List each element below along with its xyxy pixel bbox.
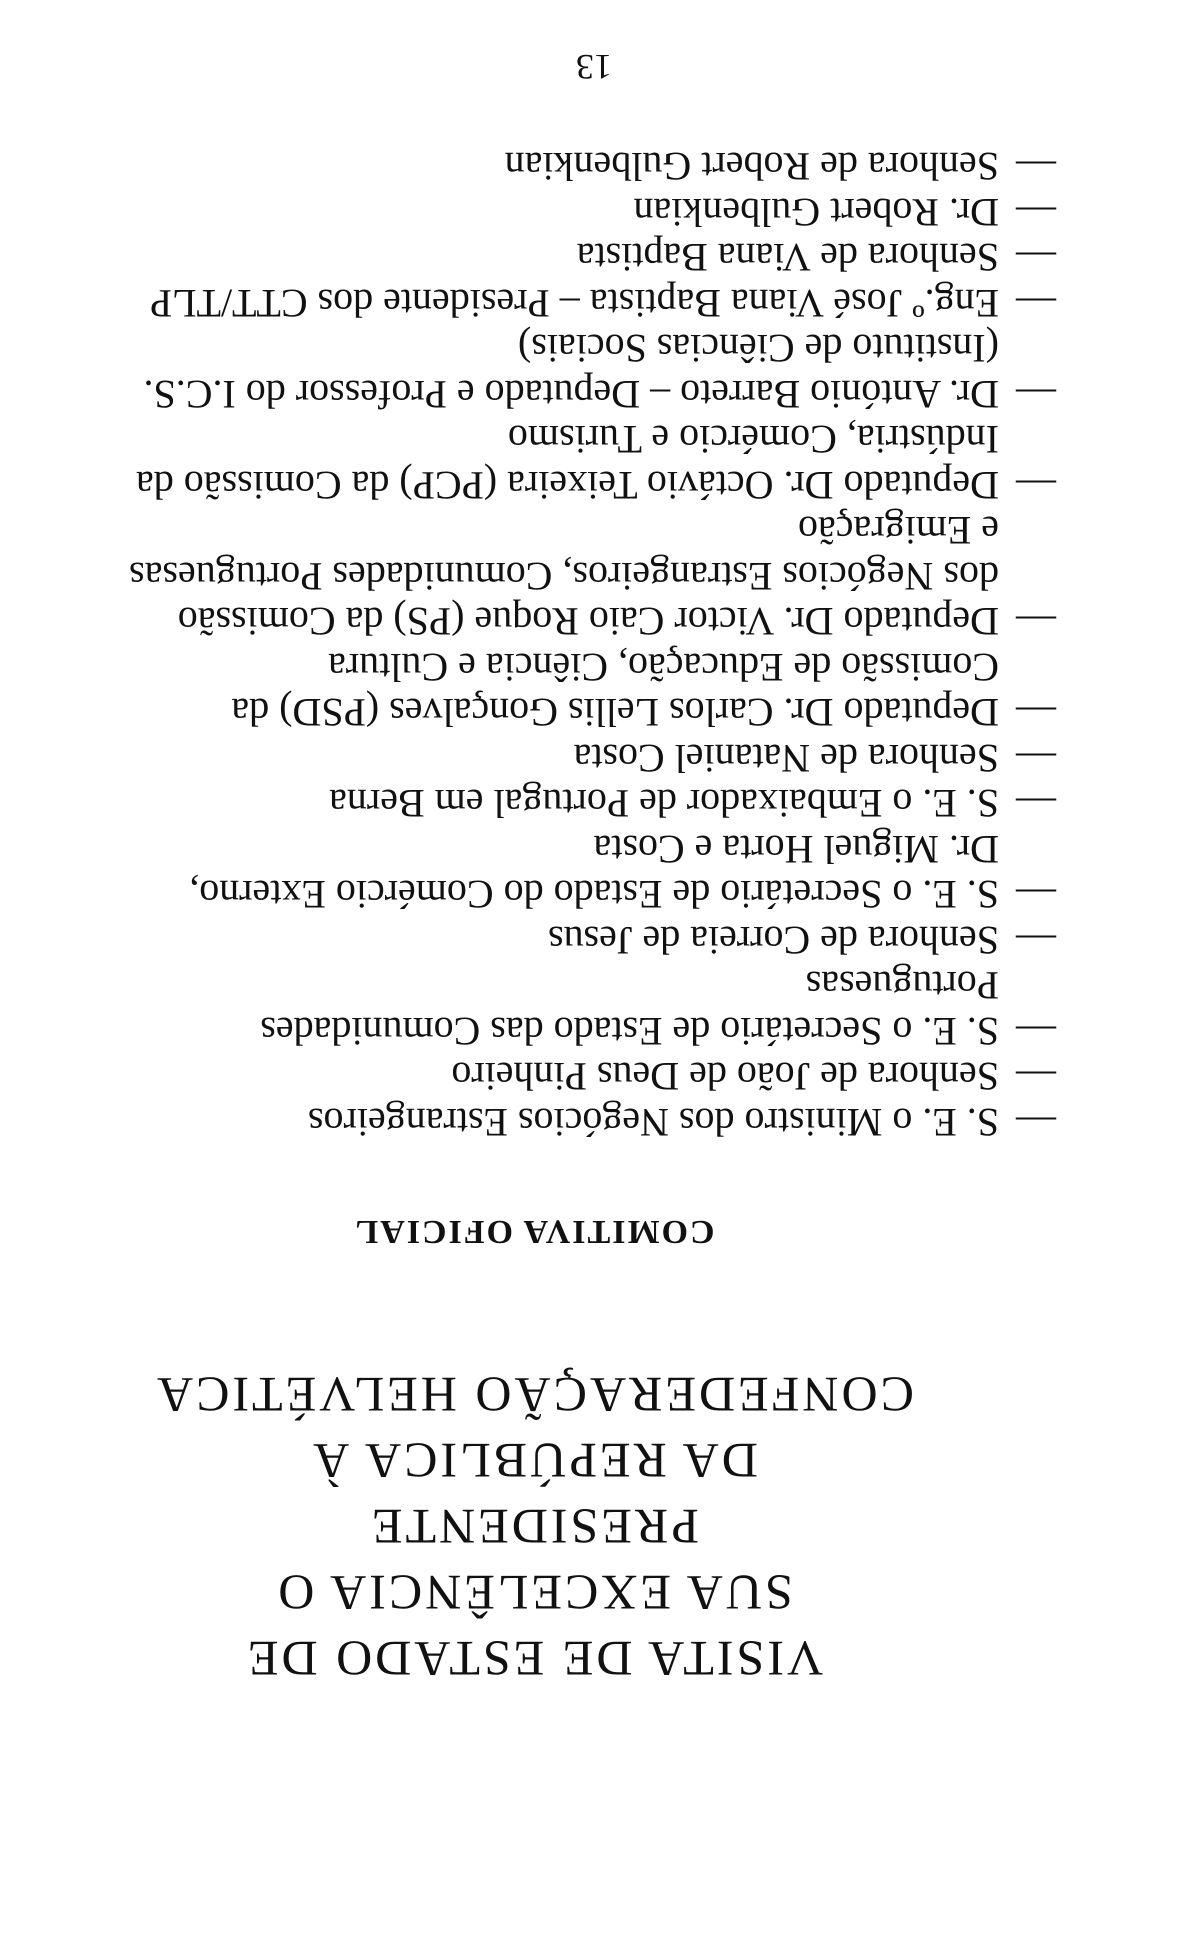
list-item-line: — S. E. o Secretário de Estado das Comunidades	[260, 1009, 999, 1054]
list-item	[56, 827, 1056, 918]
list-item	[56, 1054, 1056, 1100]
list-item	[56, 281, 1056, 327]
list-item-line: Portuguesas	[805, 963, 999, 1009]
list-item	[56, 1100, 1056, 1146]
list-item	[56, 235, 1056, 281]
list-item-line: — Eng.º José Viana Baptista – Presidente dos CTT/TLP	[149, 281, 999, 326]
list-item-line: — Senhora de João de Deus Pinheiro	[451, 1054, 999, 1100]
title-line: DA REPÚBLICA À	[310, 1433, 758, 1489]
title-line: VISITA DE ESTADO DE	[244, 1631, 824, 1687]
list-item-line: — Senhora de Nataniel Costa	[573, 736, 999, 781]
list-item	[56, 963, 1056, 1054]
delegation-list	[56, 144, 1056, 1145]
list-item-line: — S. E. o Secretário de Estado do Comércio Externo,	[189, 872, 999, 918]
list-item	[56, 417, 1056, 508]
section-heading: COMITIVA OFICIAL	[353, 1213, 715, 1250]
list-item-line: — Dr. António Barreto – Deputado e Professor do I.C.S.	[143, 372, 999, 417]
list-item	[56, 645, 1056, 736]
list-item-line: e Emigração	[798, 508, 999, 554]
list-item-line: — Senhora de Correia de Jesus	[548, 918, 999, 963]
list-item	[56, 144, 1056, 190]
list-item-line: Comissão de Educação, Ciência e Cultura	[328, 645, 999, 690]
list-item	[56, 736, 1056, 782]
list-item-line: — Senhora de Viana Baptista	[576, 235, 999, 281]
list-item-line: — Deputado Dr. Carlos Lellis Gonçalves (PSD) da	[231, 690, 999, 736]
list-item-line: — Deputado Dr. Octávio Teixeira (PCP) da Comissão da	[136, 463, 999, 508]
page-title	[124, 1362, 944, 1692]
list-item-line: — Senhora de Robert Gulbenkian	[504, 144, 999, 190]
list-item-line: Indústria, Comércio e Turismo	[507, 417, 999, 463]
page-number: 13	[576, 47, 612, 87]
list-item-line: — S. E. o Ministro dos Negócios Estrangeiros	[307, 1100, 999, 1145]
list-item	[56, 918, 1056, 964]
list-item-line: — Deputado Dr. Victor Caio Roque (PS) da Comissão	[177, 599, 999, 645]
title-line: CONFEDERAÇÃO HELVÉTICA	[154, 1367, 914, 1423]
list-item	[56, 190, 1056, 236]
list-item-line: — S. E. o Embaixador de Portugal em Berna	[329, 781, 999, 827]
list-item-line: dos Negócios Estrangeiros, Comunidades Portuguesas	[129, 554, 999, 599]
title-line: SUA EXCELÊNCIA O PRESIDENTE	[275, 1499, 793, 1621]
list-item-line: — Dr. Robert Gulbenkian	[633, 190, 999, 235]
list-item	[56, 781, 1056, 827]
list-item-line: Dr. Miguel Horta e Costa	[593, 827, 999, 872]
list-item	[56, 508, 1056, 645]
list-item-line: (Instituto de Ciências Sociais)	[517, 326, 999, 372]
list-item	[56, 326, 1056, 417]
